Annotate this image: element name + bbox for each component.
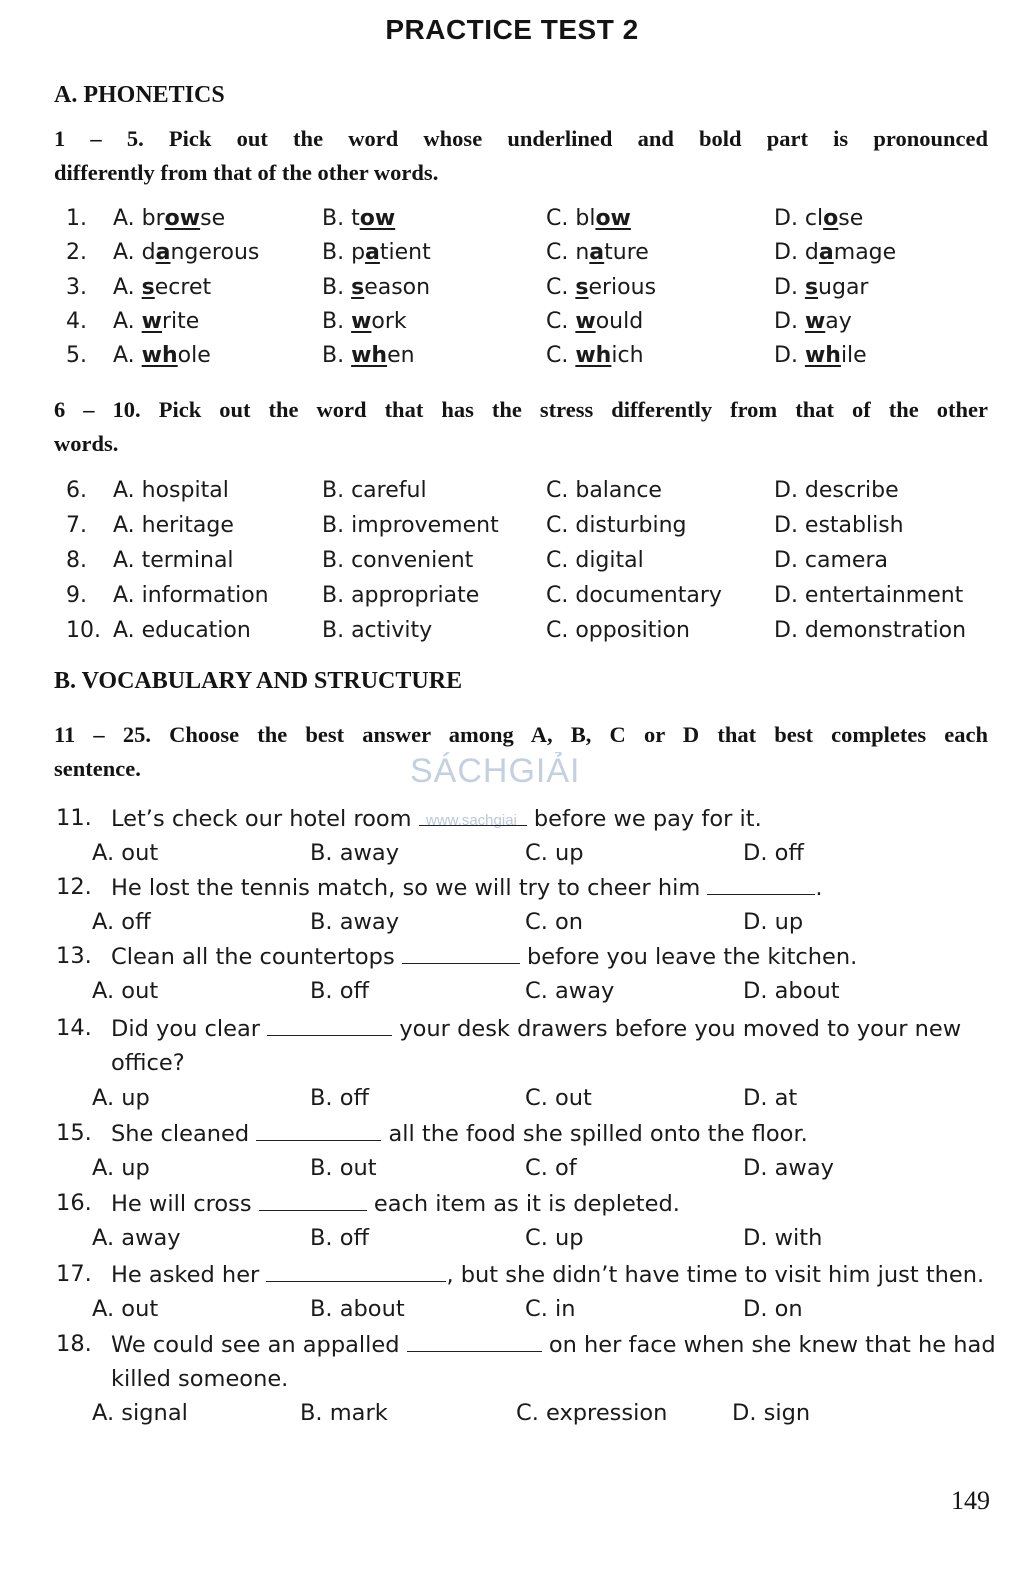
- question-number: 2.: [66, 240, 87, 265]
- underlined-part: wh: [804, 343, 841, 368]
- answer-option: C. disturbing: [546, 513, 687, 538]
- answer-option: A. out: [92, 1296, 159, 1322]
- underlined-part: wh: [575, 343, 612, 368]
- stem-text: She cleaned: [111, 1121, 257, 1147]
- answer-blank: [707, 874, 815, 895]
- answer-option: [113, 309, 199, 334]
- page-title: PRACTICE TEST 2: [385, 14, 639, 45]
- option-text: B. t: [322, 206, 360, 231]
- stem-text: He will cross: [111, 1191, 259, 1217]
- answer-option: [774, 275, 868, 300]
- stem-text: on her face when she knew that he had: [541, 1332, 996, 1358]
- option-text: se: [200, 206, 226, 231]
- question-number: 4.: [66, 309, 87, 334]
- instruction-line: words.: [54, 431, 119, 456]
- answer-blank: [402, 943, 520, 964]
- answer-option: C. documentary: [546, 583, 722, 608]
- option-text: tient: [379, 240, 431, 265]
- section-b-heading: B. VOCABULARY AND STRUCTURE: [54, 668, 463, 694]
- stem-text: your desk drawers before you moved to your new: [392, 1016, 962, 1042]
- answer-option: C. up: [525, 840, 584, 866]
- underlined-part: a: [818, 240, 834, 265]
- underlined-part: w: [804, 309, 826, 334]
- answer-option: [774, 309, 852, 334]
- option-text: ork: [371, 309, 407, 334]
- underlined-part: w: [351, 309, 372, 334]
- answer-option: A. hospital: [113, 478, 229, 503]
- question-number: 11.: [56, 805, 92, 831]
- question-number: 5.: [66, 343, 87, 368]
- answer-option: [774, 240, 896, 265]
- answer-option: [322, 309, 407, 334]
- answer-option: D. entertainment: [774, 583, 964, 608]
- stem-text: before we pay for it.: [526, 806, 762, 832]
- question-number: 18.: [56, 1331, 92, 1357]
- answer-option: [774, 206, 863, 231]
- option-text: ay: [825, 309, 852, 334]
- answer-option: D. about: [743, 978, 840, 1004]
- answer-blank: [259, 1190, 367, 1211]
- answer-option: B. off: [310, 1225, 370, 1251]
- answer-option: C. out: [525, 1085, 592, 1111]
- stem-text: Clean all the countertops: [111, 944, 402, 970]
- answer-option: A. heritage: [113, 513, 234, 538]
- question-number: 1.: [66, 206, 87, 231]
- instruction-line: sentence.: [54, 756, 141, 781]
- answer-blank: [266, 1261, 446, 1282]
- answer-option: A. up: [92, 1085, 150, 1111]
- underlined-part: ow: [164, 206, 201, 231]
- option-text: se: [838, 206, 864, 231]
- question-number: 7.: [66, 513, 87, 538]
- question-stem-continued: office?: [111, 1050, 185, 1076]
- answer-option: C. up: [525, 1225, 584, 1251]
- option-text: ole: [177, 343, 211, 368]
- answer-option: [322, 240, 431, 265]
- answer-option: D. sign: [732, 1400, 811, 1426]
- answer-option: C. expression: [516, 1400, 668, 1426]
- answer-option: A. up: [92, 1155, 150, 1181]
- section-a-part2-instruction: [54, 393, 988, 461]
- answer-option: [546, 343, 644, 368]
- answer-option: C. of: [525, 1155, 577, 1181]
- question-stem: [111, 1261, 984, 1288]
- question-number: 14.: [56, 1015, 92, 1041]
- answer-option: A. out: [92, 978, 159, 1004]
- question-number: 6.: [66, 478, 87, 503]
- stem-text: .: [815, 875, 823, 901]
- underlined-part: a: [365, 240, 380, 265]
- stem-text: He asked her: [111, 1262, 267, 1288]
- answer-option: D. establish: [774, 513, 904, 538]
- answer-option: B. careful: [322, 478, 427, 503]
- question-number: 13.: [56, 943, 92, 969]
- question-number: 8.: [66, 548, 87, 573]
- answer-option: D. up: [743, 909, 804, 935]
- answer-option: C. digital: [546, 548, 644, 573]
- underlined-part: a: [155, 240, 171, 265]
- answer-option: D. camera: [774, 548, 888, 573]
- answer-option: [113, 343, 211, 368]
- stem-text: all the food she spilled onto the floor.: [381, 1121, 808, 1147]
- answer-blank: [407, 1331, 542, 1352]
- option-text: C.: [546, 275, 576, 300]
- answer-option: B. activity: [322, 618, 433, 643]
- option-text: rite: [161, 309, 200, 334]
- option-text: ugar: [818, 275, 869, 300]
- question-number: 16.: [56, 1190, 92, 1216]
- instruction-line: 11 – 25. Choose the best answer among A, B, C or D that best completes each: [54, 722, 988, 747]
- stem-text: , but she didn’t have time to visit him just then.: [446, 1262, 985, 1288]
- underlined-part: s: [804, 275, 819, 300]
- underlined-part: wh: [351, 343, 388, 368]
- option-text: A. br: [113, 206, 165, 231]
- question-stem: [111, 1120, 808, 1147]
- stem-text: Did you clear: [111, 1016, 268, 1042]
- option-text: ile: [840, 343, 867, 368]
- answer-option: C. opposition: [546, 618, 690, 643]
- answer-option: B. improvement: [322, 513, 499, 538]
- answer-option: D. with: [743, 1225, 823, 1251]
- question-number: 10.: [66, 618, 101, 643]
- underlined-part: w: [575, 309, 596, 334]
- answer-option: B. out: [310, 1155, 377, 1181]
- option-text: B.: [322, 309, 352, 334]
- answer-blank: [267, 1015, 392, 1036]
- question-stem-continued: killed someone.: [111, 1366, 289, 1392]
- question-number: 3.: [66, 275, 87, 300]
- option-text: C. bl: [546, 206, 596, 231]
- option-text: A.: [113, 275, 142, 300]
- option-text: D. cl: [774, 206, 824, 231]
- option-text: B.: [322, 343, 352, 368]
- answer-option: A. education: [113, 618, 251, 643]
- answer-option: B. off: [310, 1085, 370, 1111]
- instruction-line: 6 – 10. Pick out the word that has the stress differently from that of the other: [54, 397, 988, 422]
- answer-option: A. terminal: [113, 548, 234, 573]
- option-text: A. d: [113, 240, 156, 265]
- answer-option: [546, 275, 656, 300]
- option-text: ecret: [154, 275, 212, 300]
- question-number: 9.: [66, 583, 87, 608]
- option-text: D.: [774, 309, 805, 334]
- underlined-part: ow: [359, 206, 396, 231]
- question-stem: [111, 1190, 680, 1217]
- underlined-part: s: [575, 275, 589, 300]
- option-text: eason: [364, 275, 431, 300]
- option-text: C. n: [546, 240, 590, 265]
- answer-option: [546, 309, 643, 334]
- answer-option: [322, 206, 395, 231]
- answer-option: C. away: [525, 978, 615, 1004]
- watermark-url: www.sachgiai: [426, 812, 517, 829]
- answer-option: A. out: [92, 840, 159, 866]
- question-stem: [111, 874, 823, 901]
- answer-option: [322, 343, 415, 368]
- option-text: D.: [774, 275, 805, 300]
- answer-option: B. convenient: [322, 548, 474, 573]
- underlined-part: s: [141, 275, 155, 300]
- stem-text: each item as it is depleted.: [366, 1191, 680, 1217]
- option-text: B. p: [322, 240, 366, 265]
- answer-option: [774, 343, 867, 368]
- answer-option: D. describe: [774, 478, 899, 503]
- underlined-part: ow: [595, 206, 631, 231]
- option-text: B.: [322, 275, 352, 300]
- question-stem: [111, 1015, 961, 1042]
- answer-option: B. away: [310, 909, 400, 935]
- answer-option: B. appropriate: [322, 583, 480, 608]
- underlined-part: wh: [141, 343, 178, 368]
- option-text: mage: [833, 240, 897, 265]
- answer-option: B. about: [310, 1296, 405, 1322]
- answer-option: B. away: [310, 840, 400, 866]
- section-a-part1-instruction: [54, 122, 988, 190]
- watermark-logo: SÁCHGIẢI: [410, 752, 581, 790]
- answer-option: [113, 275, 211, 300]
- underlined-part: a: [589, 240, 605, 265]
- answer-option: D. off: [743, 840, 804, 866]
- answer-option: B. off: [310, 978, 370, 1004]
- stem-text: He lost the tennis match, so we will try to cheer him: [111, 875, 708, 901]
- answer-option: D. away: [743, 1155, 834, 1181]
- instruction-line: 1 – 5. Pick out the word whose underlined and bold part is pronounced: [54, 126, 988, 151]
- option-text: C.: [546, 309, 576, 334]
- answer-option: C. on: [525, 909, 584, 935]
- answer-option: D. demonstration: [774, 618, 967, 643]
- question-stem: [111, 943, 857, 970]
- answer-blank: [256, 1120, 381, 1141]
- question-number: 17.: [56, 1261, 92, 1287]
- section-a-heading: A. PHONETICS: [54, 82, 225, 108]
- underlined-part: s: [351, 275, 365, 300]
- answer-option: D. at: [743, 1085, 798, 1111]
- question-number: 12.: [56, 874, 92, 900]
- option-text: A.: [113, 309, 142, 334]
- answer-option: [113, 206, 225, 231]
- question-number: 15.: [56, 1120, 92, 1146]
- answer-option: [113, 240, 259, 265]
- answer-option: A. away: [92, 1225, 181, 1251]
- option-text: D.: [774, 343, 805, 368]
- option-text: A.: [113, 343, 142, 368]
- option-text: ich: [611, 343, 644, 368]
- page-number: 149: [951, 1486, 990, 1515]
- option-text: ture: [604, 240, 649, 265]
- question-stem: [111, 1331, 996, 1358]
- answer-option: D. on: [743, 1296, 803, 1322]
- answer-option: [546, 206, 631, 231]
- option-text: erious: [588, 275, 657, 300]
- option-text: ngerous: [170, 240, 260, 265]
- answer-option: A. signal: [92, 1400, 188, 1426]
- answer-option: [546, 240, 649, 265]
- option-text: ould: [595, 309, 644, 334]
- question-stem: [111, 805, 762, 832]
- answer-option: C. in: [525, 1296, 576, 1322]
- answer-option: A. off: [92, 909, 151, 935]
- answer-option: A. information: [113, 583, 269, 608]
- stem-text: We could see an appalled: [111, 1332, 407, 1358]
- underlined-part: o: [823, 206, 839, 231]
- option-text: C.: [546, 343, 576, 368]
- stem-text: before you leave the kitchen.: [519, 944, 858, 970]
- instruction-line: differently from that of the other words.: [54, 160, 439, 185]
- option-text: D. d: [774, 240, 819, 265]
- underlined-part: w: [141, 309, 162, 334]
- answer-blank: [419, 805, 527, 826]
- option-text: en: [387, 343, 415, 368]
- answer-option: B. mark: [300, 1400, 388, 1426]
- answer-option: [322, 275, 430, 300]
- answer-option: C. balance: [546, 478, 662, 503]
- stem-text: Let’s check our hotel room: [111, 806, 419, 832]
